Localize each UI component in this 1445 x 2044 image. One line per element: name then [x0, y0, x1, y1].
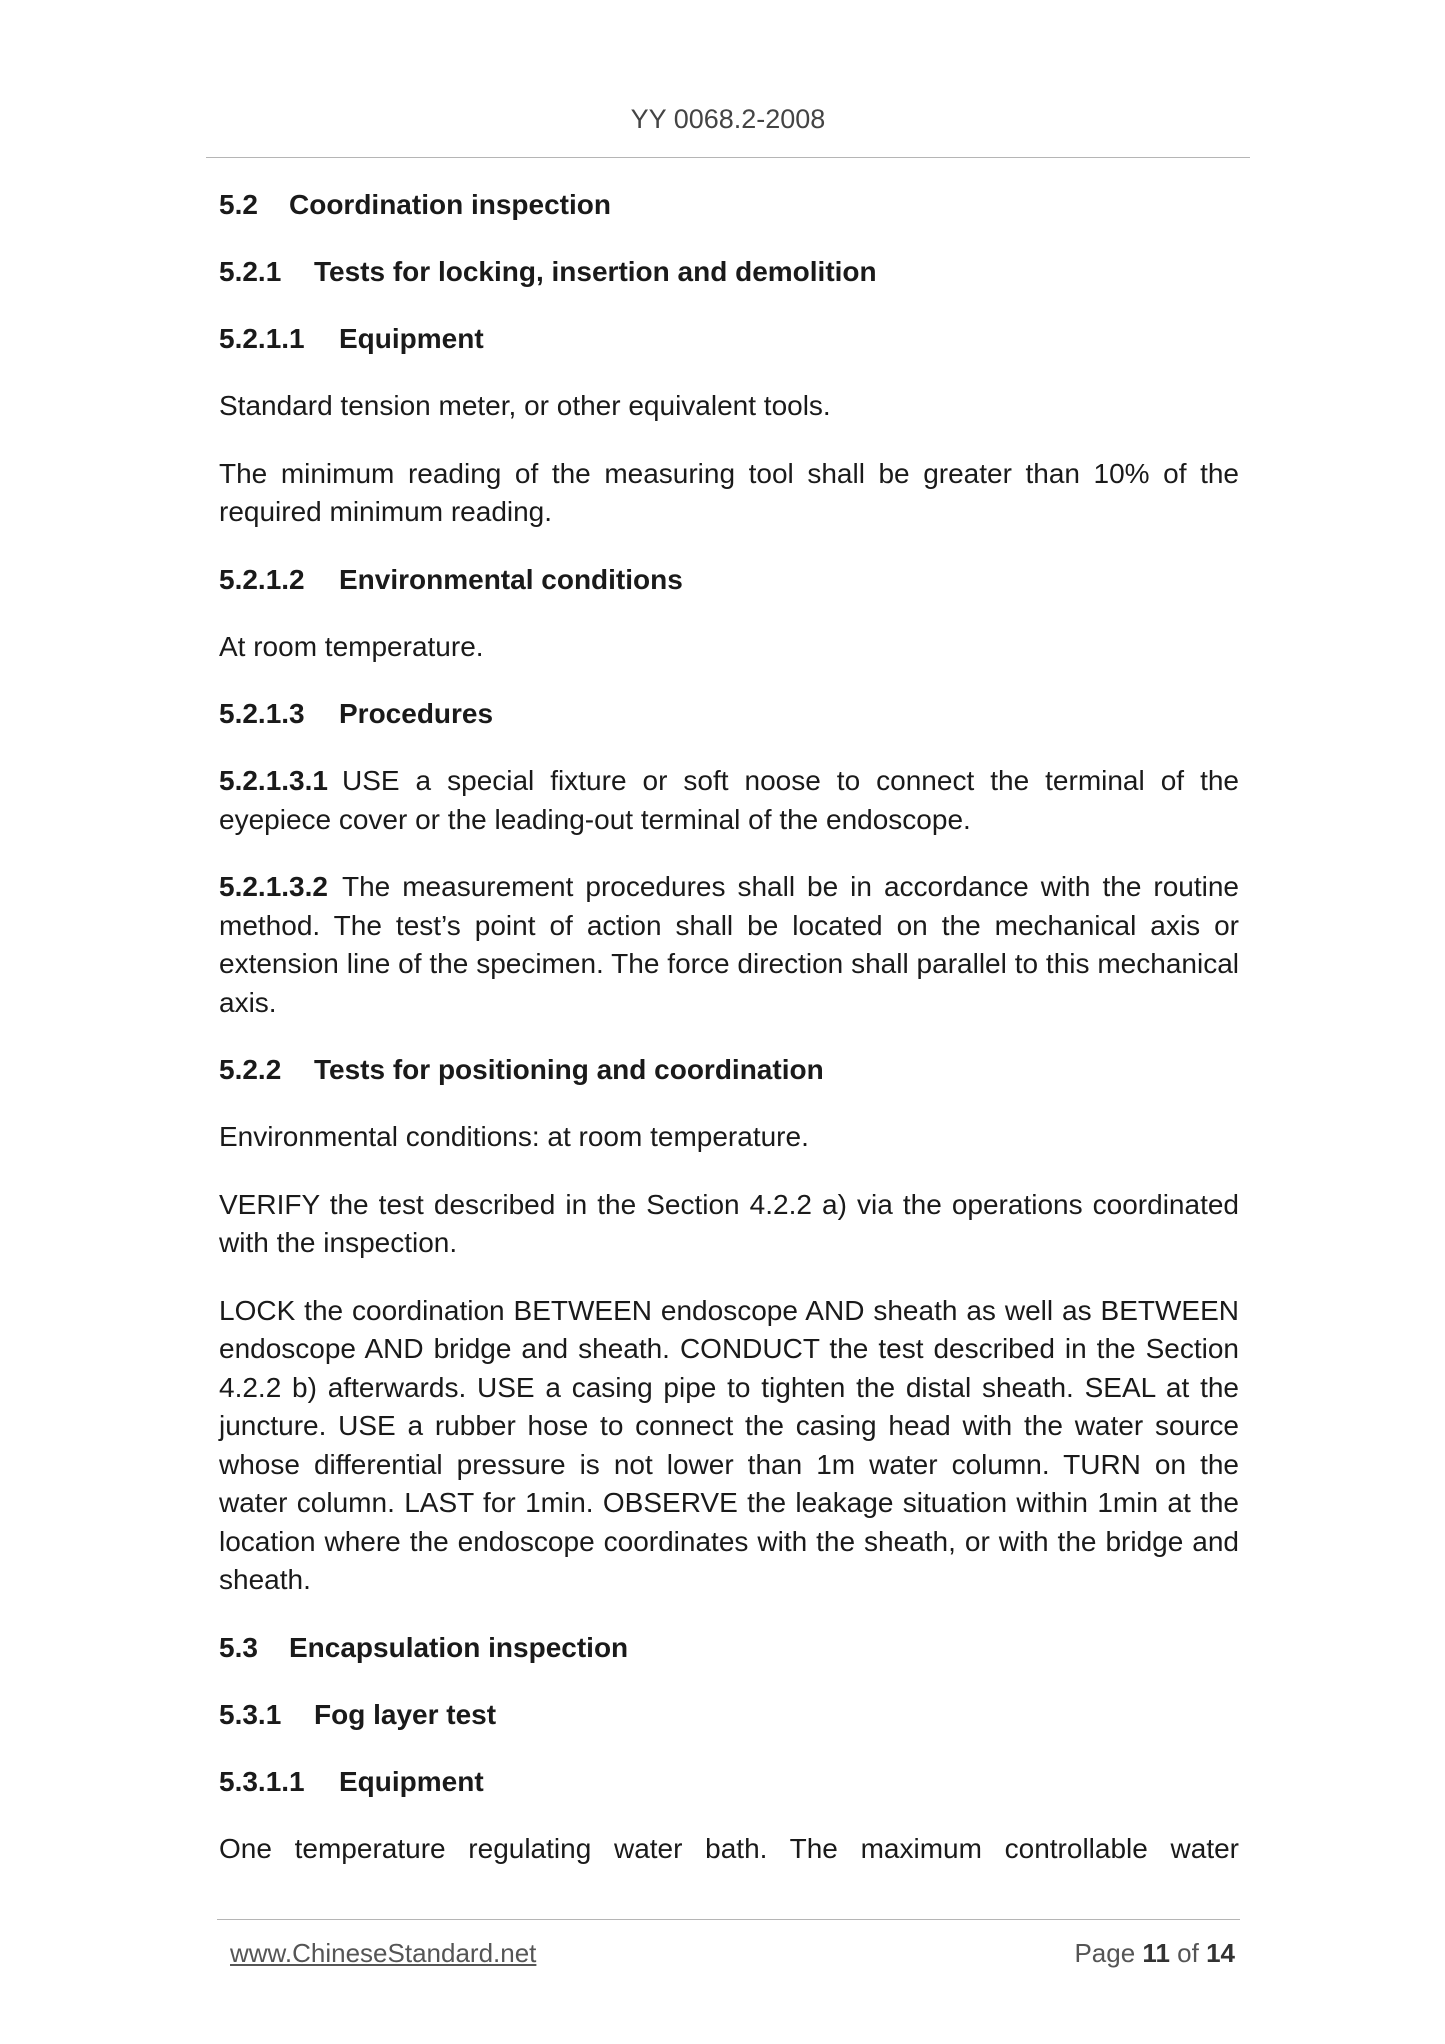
- section-title: Equipment: [339, 323, 484, 354]
- section-number: 5.2.1.1: [219, 323, 305, 354]
- page-indicator: [1074, 1938, 1235, 1969]
- section-number: 5.3.1: [219, 1698, 282, 1730]
- clause-text: USE a special fixture or soft noose to connect the terminal of the eyepiece cover or the leading-out terminal of the endoscope.: [219, 765, 1239, 835]
- section-number: 5.2.1: [219, 256, 282, 287]
- section-number: 5.3.1.1: [219, 1765, 305, 1797]
- clause-number: 5.2.1.3.2: [219, 871, 328, 902]
- section-number: 5.2: [219, 189, 258, 220]
- section-title: Fog layer test: [314, 1698, 497, 1730]
- clause-text: The measurement procedures shall be in accordance with the routine method. The test’s point of action shall be located on the mechanical axis or extension line of the specimen. The force direction shall parallel to this mechanical axis.: [219, 871, 1239, 1018]
- footer-divider: [217, 1919, 1240, 1920]
- section-title: Coordination inspection: [289, 189, 611, 220]
- section-title: Equipment: [339, 1765, 484, 1797]
- section-heading: [219, 1629, 1239, 1667]
- section-title: Encapsulation inspection: [289, 1631, 629, 1663]
- current-page-number: 11: [1142, 1938, 1170, 1968]
- page-of-label: of: [1177, 1938, 1199, 1968]
- header-divider: [206, 157, 1250, 158]
- total-pages-number: 14: [1206, 1938, 1235, 1968]
- body-paragraph: Environmental conditions: at room temperature.: [219, 1121, 809, 1152]
- section-number: 5.2.2: [219, 1054, 282, 1085]
- page-label: Page: [1074, 1938, 1136, 1968]
- section-heading: [219, 1763, 1239, 1801]
- body-paragraph: LOCK the coordination BETWEEN endoscope AND sheath as well as BETWEEN endoscope AND bridge and sheath. CONDUCT the test described in the Section 4.2.2 b) afterwards. USE a casing pipe to tighten the distal sheath. SEAL at the juncture. USE a rubber hose to connect the casing head with the water source whose differential pressure is not lower than 1m water column. TURN on the water column. LAST for 1min. OBSERVE the leakage situation within 1min at the location where the endoscope coordinates with the sheath, or with the bridge and sheath.: [219, 1294, 1239, 1595]
- numbered-clause: [219, 868, 1239, 1022]
- section-number: 5.2.1.3: [219, 698, 305, 729]
- section-heading: [219, 320, 1239, 358]
- body-paragraph: One temperature regulating water bath. The maximum controllable water: [219, 1832, 1239, 1864]
- section-heading: [219, 561, 1239, 599]
- section-heading: [219, 695, 1239, 733]
- section-title: Environmental conditions: [339, 563, 683, 595]
- website-link[interactable]: www.ChineseStandard.net: [230, 1938, 537, 1968]
- document-id-header: YY 0068.2-2008: [630, 104, 826, 134]
- numbered-clause: [219, 762, 1239, 839]
- body-paragraph: At room temperature.: [219, 630, 484, 662]
- section-number: 5.3: [219, 1631, 258, 1663]
- section-title: Tests for locking, insertion and demolition: [314, 256, 877, 287]
- section-number: 5.2.1.2: [219, 563, 305, 595]
- body-paragraph: Standard tension meter, or other equivalent tools.: [219, 390, 831, 421]
- section-heading: [219, 1051, 1239, 1089]
- body-paragraph: VERIFY the test described in the Section 4.2.2 a) via the operations coordinated with the inspection.: [219, 1188, 1239, 1258]
- section-heading: [219, 1696, 1239, 1734]
- clause-number: 5.2.1.3.1: [219, 765, 328, 796]
- section-heading: [219, 253, 1239, 291]
- section-heading: [219, 186, 1239, 224]
- section-title: Tests for positioning and coordination: [314, 1054, 824, 1085]
- body-paragraph: The minimum reading of the measuring tool shall be greater than 10% of the required minimum reading.: [219, 457, 1239, 527]
- document-body: [219, 186, 1239, 1897]
- section-title: Procedures: [339, 698, 494, 729]
